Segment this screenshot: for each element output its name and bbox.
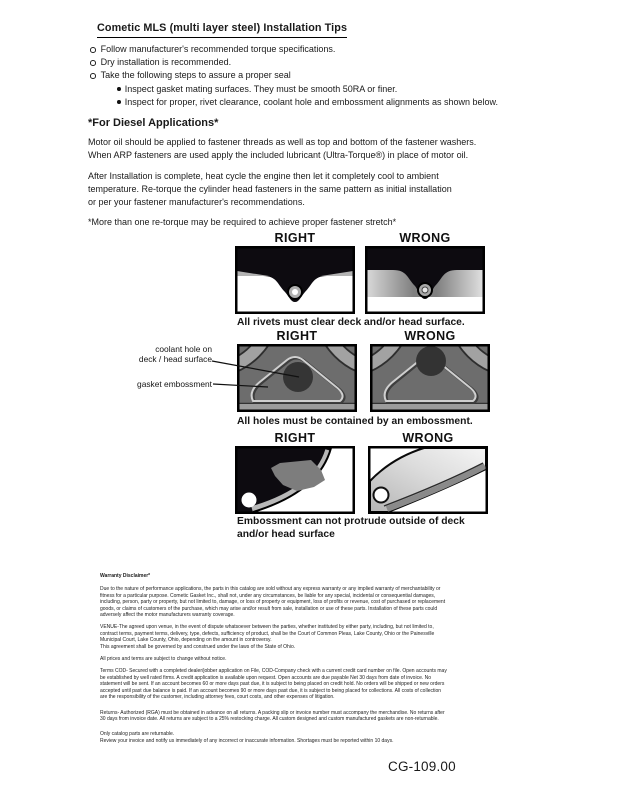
caption-holes: All holes must be contained by an embossment. (237, 416, 473, 427)
venue-paragraph (100, 624, 530, 650)
filled-bullet-icon (117, 87, 121, 91)
list-item-text: Take the following steps to assure a proper seal (100, 70, 291, 81)
right-label-3: RIGHT (274, 431, 316, 445)
diagram-hole-wrong (370, 344, 490, 412)
paragraph-line: When ARP fasteners are used apply the included lubricant (Ultra-Torque®) in place of motor oil. (88, 150, 469, 161)
callout-line: deck / head surface (138, 354, 212, 364)
legal-line: Returns- Authorized (RGA) must be obtained in advance on all returns. A packing slip or invoice number must accompany the merchandise. No returns after (100, 709, 445, 716)
installation-tips-list (90, 43, 560, 109)
legal-line: accepted until past due balance is paid. If an account becomes 90 or more days past due, it is subject to being placed for collections. All costs of collection (100, 687, 442, 694)
right-label-1: RIGHT (274, 231, 316, 245)
wrong-label-2: WRONG (404, 329, 456, 343)
callout-line: coolant hole on (155, 344, 212, 354)
embossment-right-illustration (235, 446, 355, 514)
embossment-callout: gasket embossment (137, 379, 212, 389)
list-item (90, 43, 560, 56)
open-bullet-icon (90, 60, 96, 66)
bolt-hole-icon (374, 488, 389, 503)
terms-paragraph (100, 668, 530, 700)
legal-line: 30 days from invoice date. All returns are subject to a 25% restocking charge. All custom designed and custom manufactured gaskets are non-returnable. (100, 715, 439, 722)
diagram-rivet-right (235, 246, 355, 314)
list-item-text: Dry installation is recommended. (100, 57, 232, 68)
hole-wrong-illustration (370, 344, 490, 412)
legal-line: contract terms, payment terms, delivery, type, defects, sufficiency of product, shall be the Court of Common Pleas, Lake County, Ohio or the Painesville (100, 630, 435, 637)
caption-embossment (237, 516, 465, 541)
legal-line: adversely affect the motor manufacturers warranty coverage. (100, 612, 235, 619)
callout-pointer-lines (110, 340, 310, 400)
warranty-paragraph (100, 586, 530, 618)
sub-list-item (117, 83, 560, 96)
open-bullet-icon (90, 73, 96, 79)
wrong-label-1: WRONG (399, 231, 451, 245)
prices-paragraph (100, 656, 530, 662)
open-bullet-icon (90, 47, 96, 53)
caption-line: Embossment can not protrude outside of deck (237, 516, 465, 527)
legal-line: This agreement shall be governed by and construed under the laws of the State of Ohio. (100, 643, 296, 650)
diesel-section (88, 117, 558, 236)
legal-line: Municipal Court, Lake County, Ohio, depending on the amount in controversy. (100, 637, 272, 644)
diesel-paragraph-2 (88, 170, 558, 210)
legal-line: Due to the nature of performance applications, the parts in this catalog are sold without any express warranty or any implied warranty of merchantability or (100, 586, 441, 593)
sub-list-item (117, 96, 560, 109)
rivet-right-illustration (235, 246, 355, 314)
legal-line: fitness for a particular purpose. Cometic Gasket Inc., shall not, under any circumstances, be liable for any special, incidental or consequential damages, (100, 592, 436, 599)
paragraph-line: After Installation is complete, heat cycle the engine then let it completely cool to ambient (88, 170, 439, 181)
returns-paragraph (100, 710, 530, 723)
rivet-wrong-illustration (365, 246, 485, 314)
right-label-2: RIGHT (276, 329, 318, 343)
list-item-text: Inspect gasket mating surfaces. They must be smooth 50RA or finer. (124, 83, 398, 94)
retorque-note: *More than one re-torque may be required to achieve proper fastener stretch* (88, 217, 397, 228)
legal-line: goods, or claims of customers of the purchase, which may arise and/or result from sale, installation or use of these parts. Installation of these parts could (100, 605, 438, 612)
legal-line: Only catalog parts are returnable. (100, 731, 175, 738)
legal-line: are the responsibility of the customer, including attorney fees, court costs, and other expenses of litigation. (100, 694, 335, 701)
warranty-disclaimer-heading: Warranty Disclaimer* (100, 573, 151, 579)
diesel-heading: *For Diesel Applications* (88, 117, 219, 129)
wrong-label-3: WRONG (402, 431, 454, 445)
paragraph-line: Motor oil should be applied to fastener threads as well as top and bottom of the fastener washers. (88, 137, 477, 148)
embossment-wrong-illustration (368, 446, 488, 514)
legal-line: statement will be sent. If an account becomes 60 or more days past due, it is subject to being placed on credit hold. No orders will be shipped or new orders (100, 681, 445, 688)
diagram-embossment-right (235, 446, 355, 514)
diagram-embossment-wrong (368, 446, 488, 514)
diagram-rivet-wrong (365, 246, 485, 314)
list-item-text: Follow manufacturer's recommended torque specifications. (100, 44, 336, 54)
legal-section (100, 573, 530, 750)
list-item (90, 56, 560, 69)
list-item-text: Inspect for proper, rivet clearance, coolant hole and embossment alignments as shown below. (124, 96, 499, 107)
caption-rivets: All rivets must clear deck and/or head surface. (237, 317, 465, 328)
caption-line: and/or head surface (237, 528, 335, 540)
legal-line: including, person, party or property, but not limited to, damage, or loss of property or equipment, loss of profits or revenue, cost of purchased or replacement (100, 599, 446, 606)
list-item (90, 69, 560, 82)
legal-line: VENUE-The agreed upon venue, in the event of dispute whatsoever between the parties, whether instituted by either party, including, but not limited to, (100, 624, 434, 631)
catalog-paragraph (100, 731, 530, 744)
doc-number: CG-109.00 (388, 759, 456, 774)
diesel-paragraph-1 (88, 136, 558, 162)
paragraph-line: or per your fastener manufacturer's recommendations. (88, 197, 305, 208)
legal-line: All prices and terms are subject to change without notice. (100, 656, 227, 663)
bolt-hole-icon (242, 493, 257, 508)
legal-line: Review your invoice and notify us immediately of any incorrect or inaccurate information. Shortages must be reported within 10 days. (100, 737, 394, 744)
legal-line: Terms COD- Secured with a completed dealer/jobber application on File, COD-Company check with a current credit card number on file. Open accounts may (100, 668, 447, 675)
coolant-hole-icon (416, 346, 446, 376)
legal-line: be established by well rated firms. A credit application is available upon request. Open accounts are due payable Net 30 days from date of invoice. No (100, 674, 432, 681)
filled-bullet-icon (117, 100, 121, 104)
paragraph-line: temperature. Re-torque the cylinder head fasteners in the same pattern as initial installation (88, 183, 452, 194)
page-title: Cometic MLS (multi layer steel) Installation Tips (97, 22, 347, 38)
